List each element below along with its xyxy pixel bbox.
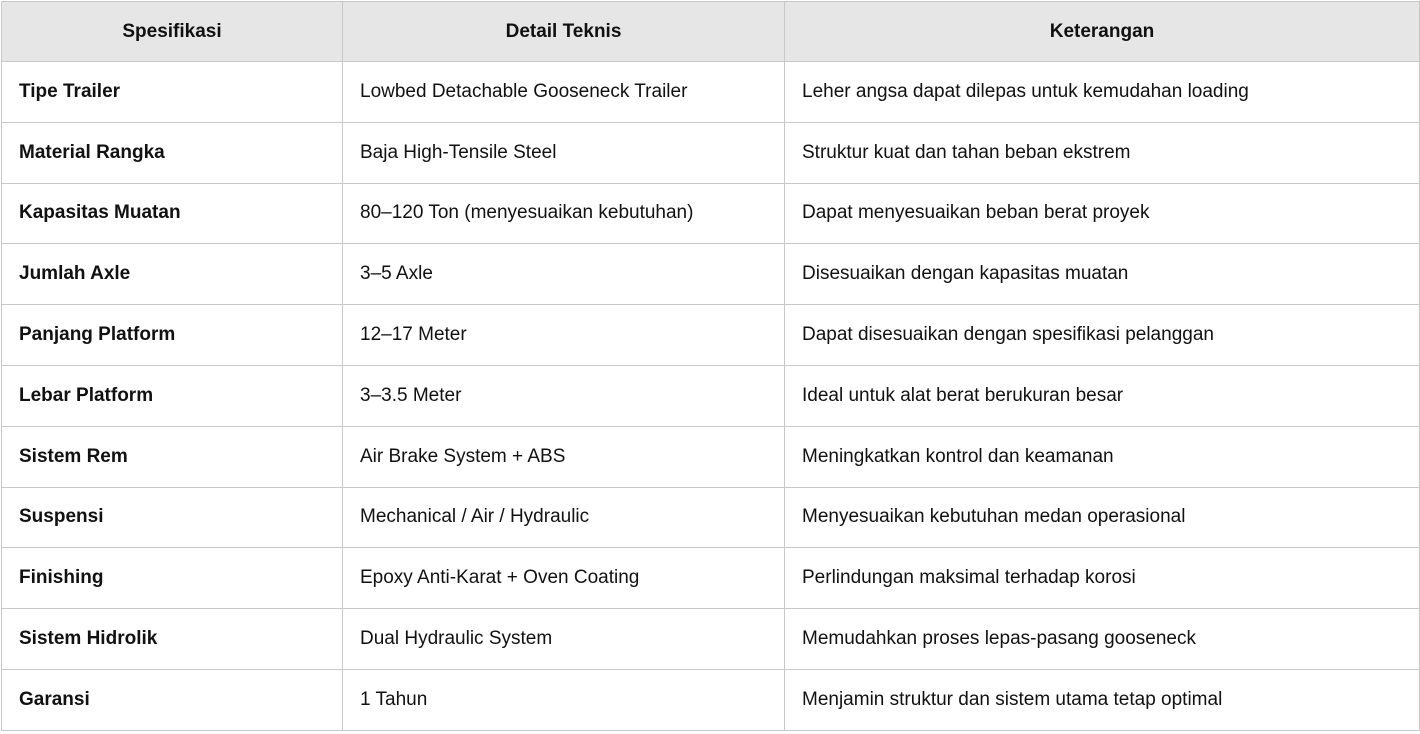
spec-detail-cell: Dual Hydraulic System — [343, 609, 785, 670]
spec-name-cell: Kapasitas Muatan — [2, 183, 343, 244]
header-spesifikasi: Spesifikasi — [2, 2, 343, 62]
spec-note-cell: Dapat disesuaikan dengan spesifikasi pelanggan — [785, 305, 1420, 366]
table-body — [2, 62, 1420, 731]
header-keterangan: Keterangan — [785, 2, 1420, 62]
table-row — [2, 426, 1420, 487]
spec-detail-cell: Mechanical / Air / Hydraulic — [343, 487, 785, 548]
spec-detail-cell: 3–5 Axle — [343, 244, 785, 305]
table-header — [2, 2, 1420, 62]
table-row — [2, 244, 1420, 305]
spec-note-cell: Ideal untuk alat berat berukuran besar — [785, 365, 1420, 426]
table-row — [2, 365, 1420, 426]
table-row — [2, 183, 1420, 244]
spec-table — [1, 1, 1420, 731]
spec-note-cell: Dapat menyesuaikan beban berat proyek — [785, 183, 1420, 244]
table-row — [2, 548, 1420, 609]
spec-name-cell: Tipe Trailer — [2, 62, 343, 123]
table-row — [2, 609, 1420, 670]
table-row — [2, 62, 1420, 123]
spec-note-cell: Perlindungan maksimal terhadap korosi — [785, 548, 1420, 609]
spec-name-cell: Material Rangka — [2, 122, 343, 183]
spec-name-cell: Panjang Platform — [2, 305, 343, 366]
table-row — [2, 487, 1420, 548]
spec-note-cell: Menyesuaikan kebutuhan medan operasional — [785, 487, 1420, 548]
spec-name-cell: Sistem Rem — [2, 426, 343, 487]
table-row — [2, 669, 1420, 730]
spec-name-cell: Lebar Platform — [2, 365, 343, 426]
header-row — [2, 2, 1420, 62]
spec-name-cell: Finishing — [2, 548, 343, 609]
spec-note-cell: Menjamin struktur dan sistem utama tetap optimal — [785, 669, 1420, 730]
spec-detail-cell: 12–17 Meter — [343, 305, 785, 366]
spec-detail-cell: 3–3.5 Meter — [343, 365, 785, 426]
table-row — [2, 122, 1420, 183]
spec-note-cell: Leher angsa dapat dilepas untuk kemudahan loading — [785, 62, 1420, 123]
spec-name-cell: Garansi — [2, 669, 343, 730]
spec-detail-cell: 1 Tahun — [343, 669, 785, 730]
spec-detail-cell: Baja High-Tensile Steel — [343, 122, 785, 183]
spec-detail-cell: Epoxy Anti-Karat + Oven Coating — [343, 548, 785, 609]
spec-detail-cell: Lowbed Detachable Gooseneck Trailer — [343, 62, 785, 123]
spec-detail-cell: Air Brake System + ABS — [343, 426, 785, 487]
table-row — [2, 305, 1420, 366]
spec-name-cell: Jumlah Axle — [2, 244, 343, 305]
spec-note-cell: Meningkatkan kontrol dan keamanan — [785, 426, 1420, 487]
spec-name-cell: Sistem Hidrolik — [2, 609, 343, 670]
spec-note-cell: Struktur kuat dan tahan beban ekstrem — [785, 122, 1420, 183]
spec-name-cell: Suspensi — [2, 487, 343, 548]
spec-note-cell: Disesuaikan dengan kapasitas muatan — [785, 244, 1420, 305]
spec-detail-cell: 80–120 Ton (menyesuaikan kebutuhan) — [343, 183, 785, 244]
spec-note-cell: Memudahkan proses lepas-pasang gooseneck — [785, 609, 1420, 670]
header-detail-teknis: Detail Teknis — [343, 2, 785, 62]
